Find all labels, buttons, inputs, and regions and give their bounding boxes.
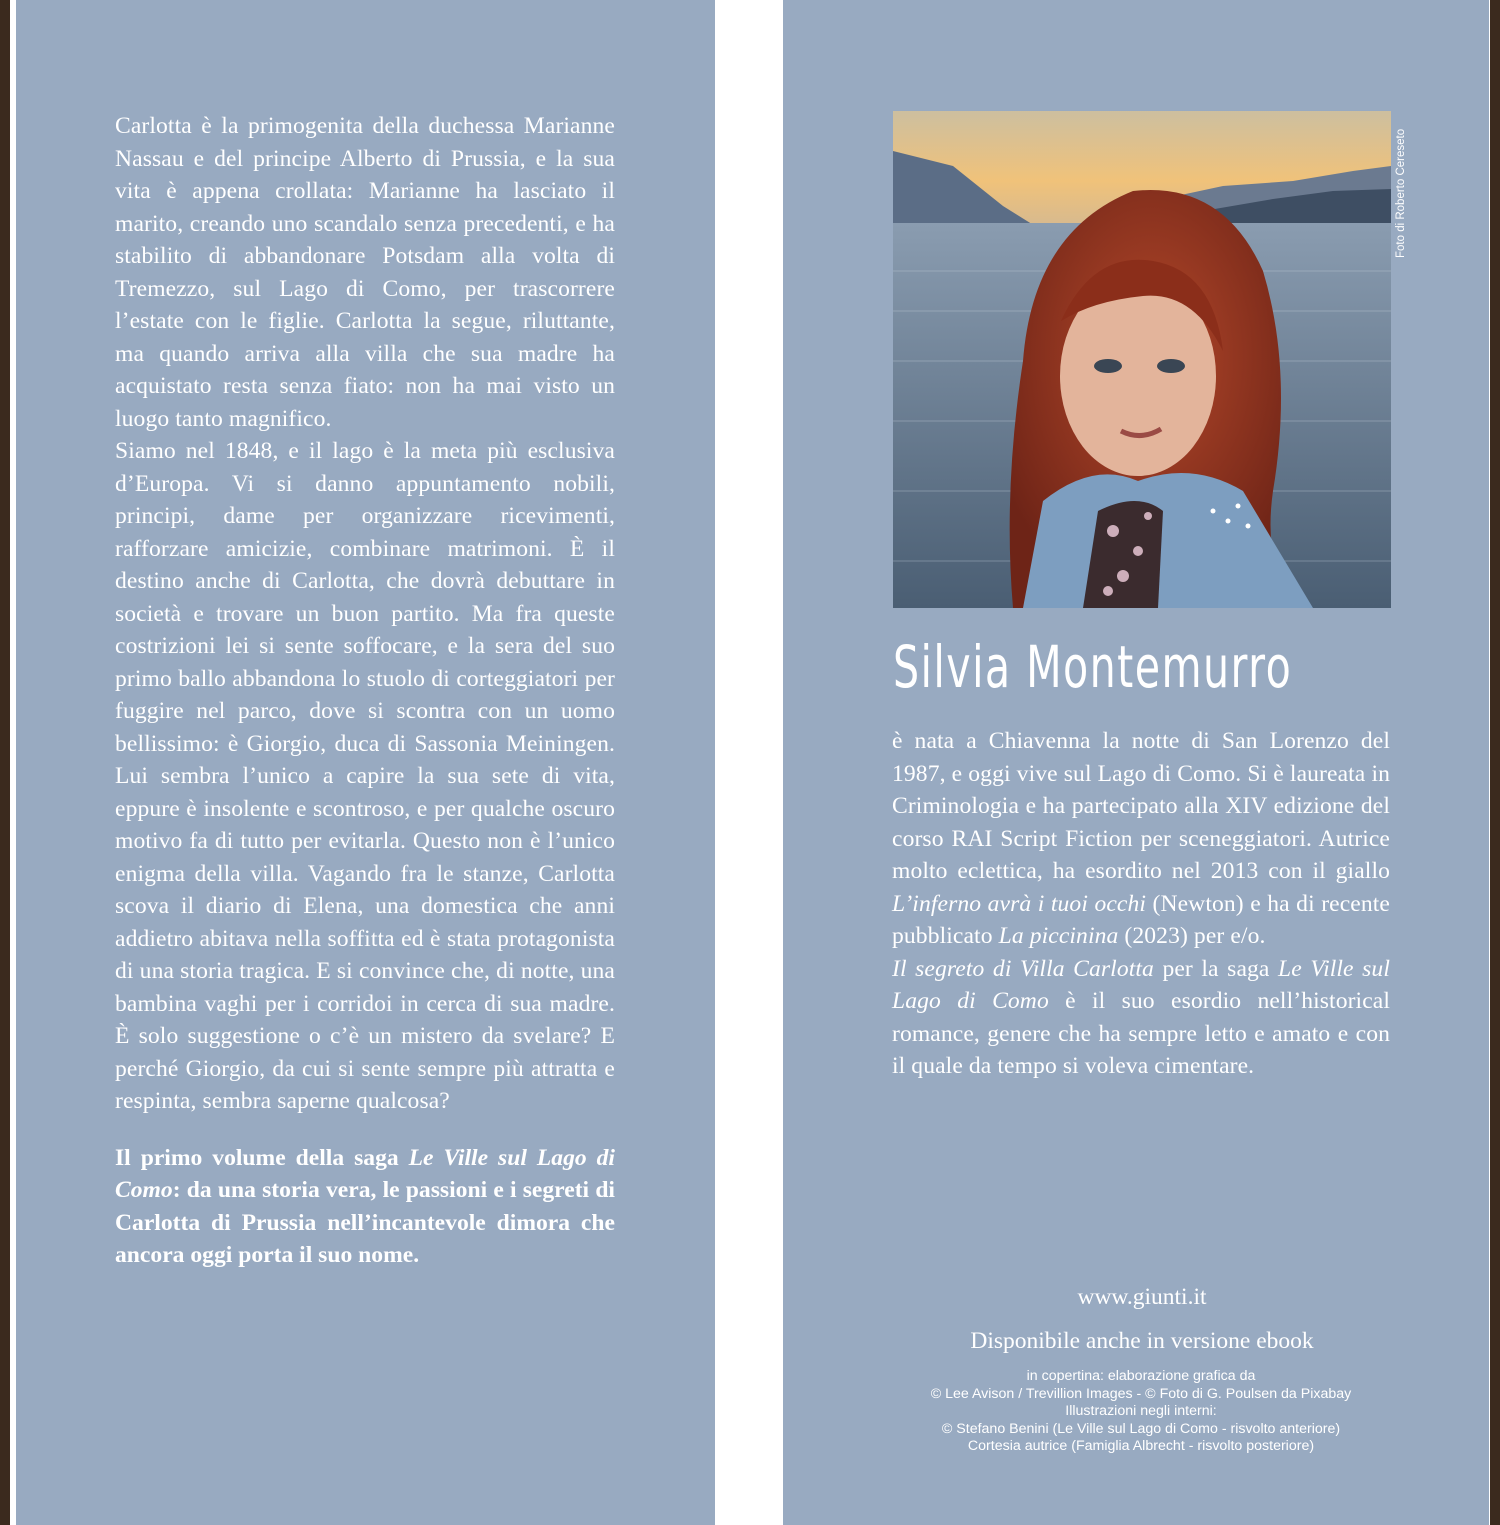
bio-text: (Newton) e ha di recente pubblicato xyxy=(892,890,1390,949)
image-credits xyxy=(843,1368,1439,1456)
book-title: L’inferno avrà i tuoi occhi xyxy=(892,890,1147,917)
publisher-info xyxy=(893,1282,1391,1356)
synopsis-paragraph-2: Siamo nel 1848, e il lago è la meta più esclusiva d’Europa. Vi si danno appuntamento nobili, principi, dame per organizzare ricevimenti, rafforzare amicizie, combinare matrimoni. È il destino anche di Carlotta, che dovrà debuttare in società e trovare un buon partito. Ma fra queste costrizioni lei si sente soffocare, e la sera del suo primo ballo abbandona lo stuolo di corteggiatori per fuggire nel parco, dove si scontra con un uomo bellissimo: è Giorgio, duca di Sassonia Meiningen. Lui sembra l’unico a capire la sua sete di vita, eppure è insolente e scontroso, e per qualche oscuro motivo fa di tutto per evitarla. Questo non è l’unico enigma della villa. Vagando fra le stanze, Carlotta scova il diario di Elena, una domestica che anni addietro abitava nella soffitta ed è stata protagonista di una storia tragica. E si convince che, di notte, una bambina vaghi per i corridoi in cerca di sua madre. È solo suggestione o c’è un mistero da svelare? E perché Giorgio, da cui si sente sempre più attratta e respinta, sembra saperne qualcosa? xyxy=(115,438,615,1114)
credit-line: © Lee Avison / Trevillion Images - © Foto di G. Poulsen da Pixabay xyxy=(930,1385,1352,1402)
bio-text: per la saga xyxy=(1153,955,1279,982)
credit-line: Cortesia autrice (Famiglia Albrecht - risvolto posteriore) xyxy=(967,1438,1315,1455)
bio-text: è nata a Chiavenna la notte di San Lorenzo del 1987, e oggi vive sul Lago di Como. Si è laureata in Criminologia e ha partecipato alla XIV edizione del corso RAI Script Fiction per sceneggiatori. Autrice molto eclettica, ha esordito nel 2013 con il giallo xyxy=(892,728,1390,884)
cover-edge-right xyxy=(1490,0,1500,1525)
saga-callout xyxy=(115,1142,615,1272)
saga-title: Le Ville sul Lago di Como xyxy=(892,955,1390,1014)
bio-paragraph-2 xyxy=(892,953,1390,1083)
author-name: Silvia Montemurro xyxy=(893,633,1293,701)
back-flap xyxy=(783,0,1489,1525)
callout-saga-title: Le Ville sul Lago di Como xyxy=(115,1144,615,1203)
ebook-note: Disponibile anche in versione ebook xyxy=(970,1328,1314,1354)
author-photo xyxy=(893,111,1391,608)
bio-text: è il suo esordio nell’historical romance, genere che ha sempre letto e amato e con il quale da tempo si voleva cimentare. xyxy=(892,988,1391,1079)
synopsis-paragraph-1: Carlotta è la primogenita della duchessa Marianne Nassau e del principe Alberto di Prussia, e la sua vita è appena crollata: Marianne ha lasciato il marito, creando uno scandalo senza precedenti, e ha stabilito di abbandonare Potsdam alla volta di Tremezzo, sul Lago di Como, per trascorrere l’estate con le figlie. Carlotta la segue, riluttante, ma quando arriva alla villa che sua madre ha acquistato resta senza fiato: non ha mai visto un luogo tanto magnifico. xyxy=(115,113,615,432)
book-title: Il segreto di Villa Carlotta xyxy=(892,955,1154,982)
callout-text-after: : da una storia vera, le passioni e i segreti di Carlotta di Prussia nell’incantevole dimora che ancora oggi porta il suo nome. xyxy=(115,1177,615,1268)
photo-credit: Foto di Roberto Cereseto xyxy=(1395,128,1407,258)
cover-edge-left xyxy=(0,0,10,1525)
book-title: La piccinina xyxy=(998,923,1119,949)
callout-text-before: Il primo volume della saga xyxy=(115,1144,409,1171)
front-flap xyxy=(16,0,715,1525)
bio-paragraph-1 xyxy=(892,725,1390,953)
credit-line: Illustrazioni negli interni: xyxy=(1065,1403,1217,1420)
credit-line: © Stefano Benini (Le Ville sul Lago di Como - risvolto anteriore) xyxy=(941,1420,1341,1437)
bio-text: (2023) per e/o. xyxy=(1118,923,1266,949)
publisher-website: www.giunti.it xyxy=(1077,1284,1207,1310)
portrait-photo-icon xyxy=(893,111,1391,608)
author-bio xyxy=(892,725,1390,1083)
credit-line: in copertina: elaborazione grafica da xyxy=(1026,1368,1256,1384)
